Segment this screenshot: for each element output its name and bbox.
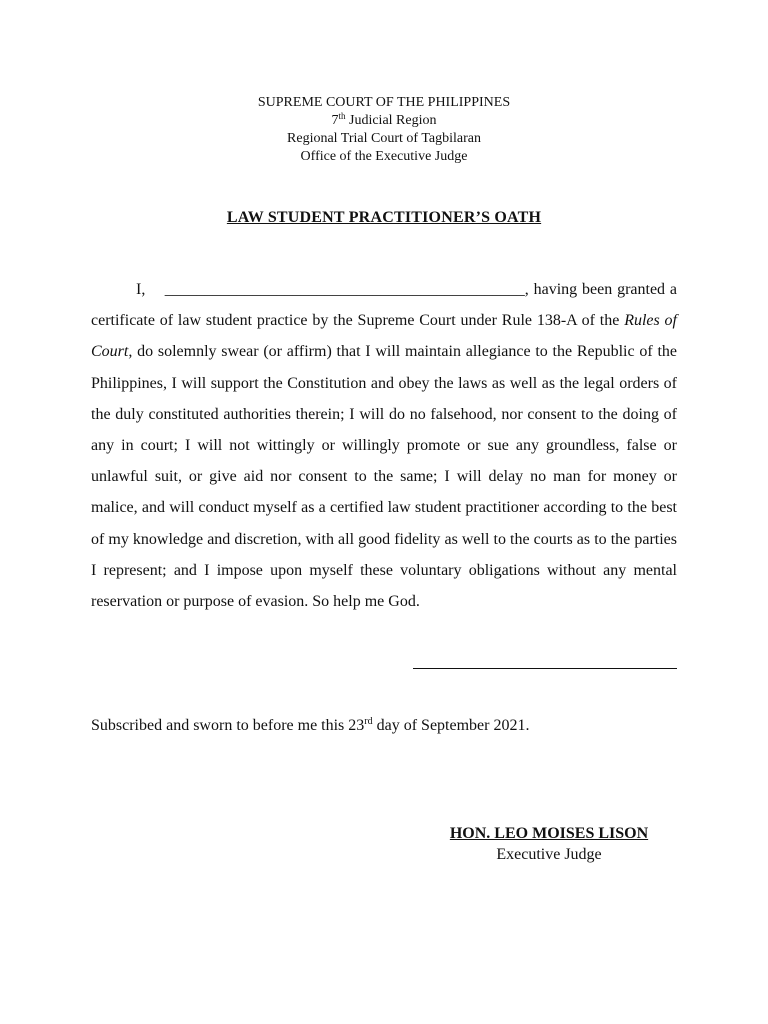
region-ordinal: th	[338, 111, 346, 121]
rules-of-court: Rules of Court,	[91, 312, 678, 361]
signature-line	[413, 668, 677, 669]
region-number: 7	[331, 113, 339, 128]
trial-court-name: Regional Trial Court of Tagbilaran	[287, 131, 481, 146]
subscribed-line	[91, 714, 529, 738]
subscribed-before: Subscribed and sworn to before me this 23	[91, 717, 365, 734]
oath-rest: do solemnly swear (or affirm) that I will maintain allegiance to the Republic of the Philippines, I will support the Constitution and obey the laws as well as the legal orders of the duly constituted authorities therein; I will do no falsehood, nor consent to the doing of any in court; I will not wittingly or willingly promote or sue any groundless, false or unlawful suit, or give aid nor consent to the same; I will delay no man for money or malice, and will conduct myself as a certified law student practitioner according to the best of my knowledge and discretion, with all good fidelity as well to the courts as to the parties I represent; and I impose upon myself these voluntary obligations without any mental reservation or purpose of evasion. So help me God.	[91, 343, 677, 611]
judge-name: HON. LEO MOISES LISON	[449, 825, 649, 842]
name-blank: _____________________________________________	[164, 281, 525, 298]
office-name: Office of the Executive Judge	[300, 149, 468, 164]
subscribed-after: day of September 2021.	[372, 717, 530, 734]
court-header	[0, 94, 768, 166]
court-name: SUPREME COURT OF THE PHILIPPINES	[257, 95, 511, 110]
oath-intro: I,	[136, 281, 146, 298]
oath-body	[91, 274, 677, 617]
oath-paragraph	[91, 274, 677, 617]
region-label: Judicial Region	[345, 113, 437, 128]
judicial-region	[0, 112, 768, 130]
oath-after-blank: , having been granted a certificate of law student practice by the Supreme Court under Rule 138-A of the	[91, 281, 677, 330]
judge-title: Executive Judge	[496, 846, 602, 863]
judge-signature-block	[380, 823, 718, 865]
day-ordinal: rd	[364, 716, 373, 727]
document-title: LAW STUDENT PRACTITIONER’S OATH	[226, 209, 542, 226]
